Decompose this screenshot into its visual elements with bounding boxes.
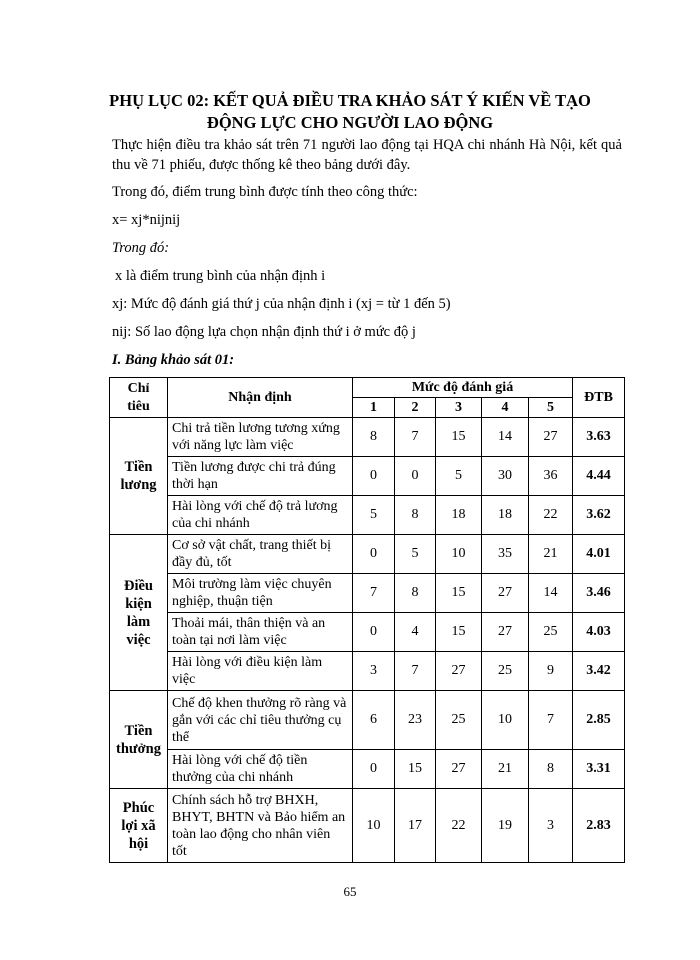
value-cell: 3 xyxy=(529,789,573,863)
value-cell: 27 xyxy=(482,574,529,613)
table-row xyxy=(110,750,625,789)
value-cell: 0 xyxy=(353,613,395,652)
statement-cell: Thoải mái, thân thiện và an toàn tại nơi làm việc xyxy=(168,613,353,652)
value-cell: 3 xyxy=(353,652,395,691)
header-level-4: 4 xyxy=(482,398,529,418)
header-statement: Nhận định xyxy=(168,378,353,418)
value-cell: 22 xyxy=(529,496,573,535)
definition-x: x là điểm trung bình của nhận định i xyxy=(115,268,326,284)
definition-nij: nij: Số lao động lựa chọn nhận định thứ i ở mức độ j xyxy=(112,324,416,340)
value-cell: 6 xyxy=(353,691,395,750)
header-criteria: Chỉ tiêu xyxy=(110,378,168,418)
where-label: Trong đó: xyxy=(112,240,170,256)
table-row xyxy=(110,789,625,863)
value-cell: 5 xyxy=(395,535,436,574)
value-cell: 8 xyxy=(353,418,395,457)
value-cell: 19 xyxy=(482,789,529,863)
value-cell: 7 xyxy=(395,418,436,457)
value-cell: 8 xyxy=(529,750,573,789)
value-cell: 18 xyxy=(436,496,482,535)
value-cell: 35 xyxy=(482,535,529,574)
value-cell: 7 xyxy=(529,691,573,750)
value-cell: 15 xyxy=(436,418,482,457)
definition-xj: xj: Mức độ đánh giá thứ j của nhận định i (xj = từ 1 đến 5) xyxy=(112,296,451,312)
formula-intro: Trong đó, điểm trung bình được tính theo công thức: xyxy=(112,184,418,200)
table-row xyxy=(110,496,625,535)
statement-cell: Chế độ khen thưởng rõ ràng và gắn với các chỉ tiêu thưởng cụ thể xyxy=(168,691,353,750)
category-cell: Tiền lương xyxy=(110,418,168,535)
statement-cell: Chi trả tiền lương tương xứng với năng lực làm việc xyxy=(168,418,353,457)
value-cell: 27 xyxy=(529,418,573,457)
table-row xyxy=(110,418,625,457)
avg-cell: 4.03 xyxy=(573,613,625,652)
value-cell: 7 xyxy=(395,652,436,691)
value-cell: 8 xyxy=(395,496,436,535)
category-cell: Phúc lợi xã hội xyxy=(110,789,168,863)
title-line-1: PHỤ LỤC 02: KẾT QUẢ ĐIỀU TRA KHẢO SÁT Ý KIẾN VỀ TẠO xyxy=(109,91,591,110)
value-cell: 25 xyxy=(436,691,482,750)
value-cell: 0 xyxy=(353,535,395,574)
table-row xyxy=(110,457,625,496)
value-cell: 10 xyxy=(436,535,482,574)
value-cell: 25 xyxy=(482,652,529,691)
avg-cell: 3.63 xyxy=(573,418,625,457)
table-row xyxy=(110,535,625,574)
value-cell: 14 xyxy=(529,574,573,613)
title-line-2: ĐỘNG LỰC CHO NGƯỜI LAO ĐỘNG xyxy=(206,113,494,132)
value-cell: 21 xyxy=(482,750,529,789)
value-cell: 23 xyxy=(395,691,436,750)
statement-cell: Môi trường làm việc chuyên nghiệp, thuận tiện xyxy=(168,574,353,613)
header-level-1: 1 xyxy=(353,398,395,418)
value-cell: 27 xyxy=(436,750,482,789)
header-avg: ĐTB xyxy=(573,378,625,418)
avg-cell: 3.31 xyxy=(573,750,625,789)
page-number: 65 xyxy=(343,884,357,899)
table-row xyxy=(110,652,625,691)
statement-cell: Tiền lương được chi trả đúng thời hạn xyxy=(168,457,353,496)
statement-cell: Hài lòng với điều kiện làm việc xyxy=(168,652,353,691)
value-cell: 22 xyxy=(436,789,482,863)
value-cell: 18 xyxy=(482,496,529,535)
statement-cell: Hài lòng với chế độ tiền thưởng của chi nhánh xyxy=(168,750,353,789)
avg-cell: 4.44 xyxy=(573,457,625,496)
avg-cell: 2.85 xyxy=(573,691,625,750)
value-cell: 0 xyxy=(395,457,436,496)
header-rating: Mức độ đánh giá xyxy=(353,378,573,398)
value-cell: 27 xyxy=(482,613,529,652)
value-cell: 14 xyxy=(482,418,529,457)
value-cell: 0 xyxy=(353,750,395,789)
section-heading: I. Bảng khảo sát 01: xyxy=(112,352,235,368)
avg-cell: 3.46 xyxy=(573,574,625,613)
value-cell: 27 xyxy=(436,652,482,691)
table-row xyxy=(110,613,625,652)
value-cell: 15 xyxy=(436,574,482,613)
header-row-1 xyxy=(110,378,625,398)
value-cell: 15 xyxy=(436,613,482,652)
avg-cell: 3.42 xyxy=(573,652,625,691)
avg-cell: 3.62 xyxy=(573,496,625,535)
header-level-3: 3 xyxy=(436,398,482,418)
statement-cell: Hài lòng với chế độ trả lương của chi nhánh xyxy=(168,496,353,535)
value-cell: 9 xyxy=(529,652,573,691)
value-cell: 21 xyxy=(529,535,573,574)
value-cell: 10 xyxy=(482,691,529,750)
value-cell: 25 xyxy=(529,613,573,652)
table-row xyxy=(110,574,625,613)
category-cell: Điều kiện làm việc xyxy=(110,535,168,691)
statement-cell: Chính sách hỗ trợ BHXH, BHYT, BHTN và Bảo hiểm an toàn lao động cho nhân viên tốt xyxy=(168,789,353,863)
value-cell: 8 xyxy=(395,574,436,613)
avg-cell: 2.83 xyxy=(573,789,625,863)
table-row xyxy=(110,691,625,750)
value-cell: 30 xyxy=(482,457,529,496)
value-cell: 5 xyxy=(353,496,395,535)
value-cell: 4 xyxy=(395,613,436,652)
formula: x= xj*nijnij xyxy=(112,212,181,228)
value-cell: 5 xyxy=(436,457,482,496)
category-cell: Tiền thưởng xyxy=(110,691,168,789)
value-cell: 10 xyxy=(353,789,395,863)
header-level-5: 5 xyxy=(529,398,573,418)
value-cell: 17 xyxy=(395,789,436,863)
survey-table xyxy=(109,377,625,863)
value-cell: 36 xyxy=(529,457,573,496)
value-cell: 0 xyxy=(353,457,395,496)
header-level-2: 2 xyxy=(395,398,436,418)
value-cell: 7 xyxy=(353,574,395,613)
page-title xyxy=(80,90,620,134)
intro-paragraph: Thực hiện điều tra khảo sát trên 71 người lao động tại HQA chi nhánh Hà Nội, kết quả thu về 71 phiếu, được thống kê theo bảng dưới đây. xyxy=(112,137,622,173)
value-cell: 15 xyxy=(395,750,436,789)
avg-cell: 4.01 xyxy=(573,535,625,574)
statement-cell: Cơ sở vật chất, trang thiết bị đầy đủ, tốt xyxy=(168,535,353,574)
